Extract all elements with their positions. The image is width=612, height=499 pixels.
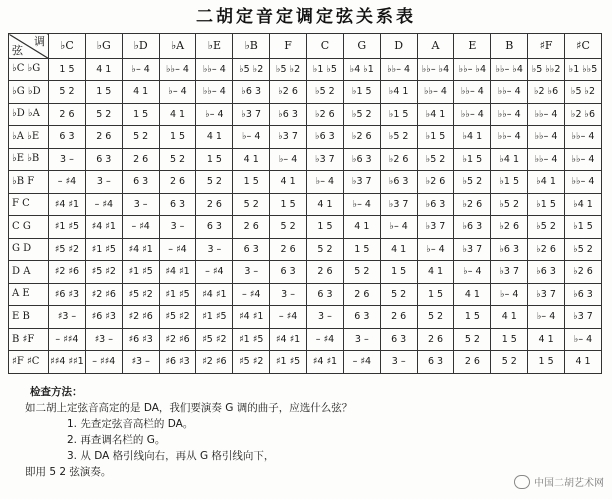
fingering-cell: ♭♭– 4	[159, 58, 196, 81]
string-key-table	[8, 33, 602, 374]
fingering-cell: 5 2	[196, 171, 233, 194]
fingering-cell: 1 5	[417, 283, 454, 306]
fingering-cell: ♭2 6	[528, 238, 565, 261]
fingering-cell: 6 3	[122, 171, 159, 194]
fingering-cell: – ♯4	[196, 261, 233, 284]
fingering-cell: 3 –	[122, 193, 159, 216]
fingering-cell: ♯4 ♯1	[122, 238, 159, 261]
fingering-cell: ♭♭– ♭4	[454, 58, 491, 81]
fingering-cell: 5 2	[380, 283, 417, 306]
fingering-cell: 1 5	[528, 351, 565, 374]
fingering-cell: ♭– 4	[491, 283, 528, 306]
fingering-cell: 3 –	[270, 283, 307, 306]
fingering-cell: 5 2	[454, 328, 491, 351]
fingering-cell: ♯5 ♯2	[49, 238, 86, 261]
fingering-cell: ♭♭– 4	[528, 103, 565, 126]
fingering-cell: ♭♭– 4	[528, 126, 565, 149]
fingering-cell: 6 3	[380, 328, 417, 351]
string-tuning-cell: ♭G ♭D	[9, 81, 49, 104]
wechat-icon	[514, 475, 530, 489]
fingering-cell: ♭– 4	[122, 58, 159, 81]
instructions-heading: 检查方法：	[30, 386, 83, 398]
fingering-cell: ♯5 ♯2	[85, 261, 122, 284]
fingering-cell: ♭6 3	[380, 171, 417, 194]
fingering-cell: ♭2 6	[491, 216, 528, 239]
fingering-cell: 2 6	[196, 193, 233, 216]
key-column-header: C	[307, 34, 344, 59]
fingering-cell: ♭5 2	[307, 81, 344, 104]
fingering-cell: 4 1	[85, 58, 122, 81]
fingering-cell: ♭3 7	[565, 306, 602, 329]
fingering-cell: ♭6 3	[343, 148, 380, 171]
fingering-cell: ♭2 6	[343, 126, 380, 149]
fingering-cell: ♭– 4	[307, 171, 344, 194]
fingering-cell: ♭2 6	[417, 171, 454, 194]
fingering-cell: 6 3	[270, 261, 307, 284]
fingering-cell: 3 –	[85, 171, 122, 194]
fingering-cell: ♯5 ♯2	[196, 328, 233, 351]
fingering-cell: ♯4 ♯1	[159, 261, 196, 284]
fingering-cell: ♯4 ♯1	[196, 283, 233, 306]
table-row	[9, 351, 602, 374]
fingering-cell: – ♯4	[343, 351, 380, 374]
fingering-cell: ♭4 1	[417, 103, 454, 126]
fingering-cell: 2 6	[380, 306, 417, 329]
fingering-cell: ♭– 4	[343, 193, 380, 216]
string-tuning-cell: E B	[9, 306, 49, 329]
fingering-cell: 6 3	[85, 148, 122, 171]
fingering-cell: ♭♭– 4	[528, 148, 565, 171]
fingering-cell: ♭3 7	[454, 238, 491, 261]
header-row	[9, 34, 602, 59]
string-tuning-cell: G D	[9, 238, 49, 261]
table-row	[9, 81, 602, 104]
fingering-cell: ♭3 7	[380, 193, 417, 216]
fingering-cell: 5 2	[159, 148, 196, 171]
fingering-cell: ♭♭– 4	[380, 58, 417, 81]
table-row	[9, 103, 602, 126]
fingering-cell: 1 5	[85, 81, 122, 104]
fingering-cell: ♭♭– 4	[491, 81, 528, 104]
fingering-cell: 6 3	[196, 216, 233, 239]
fingering-cell: ♭3 7	[233, 103, 270, 126]
fingering-cell: ♭1 5	[380, 103, 417, 126]
fingering-cell: ♭1 5	[528, 193, 565, 216]
fingering-cell: ♭– 4	[454, 261, 491, 284]
fingering-cell: ♭6 3	[454, 216, 491, 239]
fingering-cell: 3 –	[196, 238, 233, 261]
fingering-cell: ♯2 ♯6	[49, 261, 86, 284]
fingering-cell: ♭4 1	[565, 193, 602, 216]
string-tuning-cell: A E	[9, 283, 49, 306]
fingering-cell: ♭– 4	[233, 126, 270, 149]
instructions-step-2: 2. 再查调名栏的 G。	[67, 434, 166, 446]
key-column-header: ♯F	[528, 34, 565, 59]
table-row	[9, 238, 602, 261]
fingering-cell: ♯5 ♯2	[233, 351, 270, 374]
key-column-header: E	[454, 34, 491, 59]
table-row	[9, 216, 602, 239]
fingering-cell: ♭4 1	[491, 148, 528, 171]
fingering-cell: 5 2	[85, 103, 122, 126]
table-row	[9, 58, 602, 81]
fingering-cell: ♭♭– 4	[565, 126, 602, 149]
fingering-cell: ♭4 1	[454, 126, 491, 149]
fingering-cell: 2 6	[122, 148, 159, 171]
fingering-cell: ♭4 1	[380, 81, 417, 104]
fingering-cell: – ♯4	[270, 306, 307, 329]
fingering-cell: ♭1 ♭5	[307, 58, 344, 81]
fingering-cell: ♯4 ♯1	[49, 193, 86, 216]
fingering-cell: 4 1	[233, 148, 270, 171]
fingering-cell: – ♯4	[233, 283, 270, 306]
table-row	[9, 193, 602, 216]
fingering-cell: ♭♭– 4	[454, 81, 491, 104]
fingering-cell: ♭♭– 4	[491, 103, 528, 126]
fingering-cell: 1 5	[454, 306, 491, 329]
fingering-cell: 1 5	[49, 58, 86, 81]
key-column-header: G	[343, 34, 380, 59]
fingering-cell: 1 5	[380, 261, 417, 284]
fingering-cell: ♭♭– ♭4	[491, 58, 528, 81]
fingering-cell: 5 2	[122, 126, 159, 149]
watermark	[514, 474, 604, 489]
instructions-answer: 即用 5 2 弦演奏。	[25, 466, 112, 478]
string-tuning-cell: ♭E ♭B	[9, 148, 49, 171]
fingering-cell: ♭5 2	[343, 103, 380, 126]
fingering-cell: ♭– 4	[565, 328, 602, 351]
table-row	[9, 148, 602, 171]
fingering-cell: ♯♯4 ♯♯1	[49, 351, 86, 374]
fingering-cell: 1 5	[233, 171, 270, 194]
string-tuning-cell: C G	[9, 216, 49, 239]
fingering-cell: ♭6 3	[528, 261, 565, 284]
string-tuning-cell: ♭C ♭G	[9, 58, 49, 81]
fingering-cell: ♯3 –	[122, 351, 159, 374]
string-tuning-cell: ♭A ♭E	[9, 126, 49, 149]
fingering-cell: 1 5	[307, 216, 344, 239]
fingering-cell: 4 1	[565, 351, 602, 374]
fingering-cell: ♭5 2	[454, 171, 491, 194]
fingering-cell: ♭– 4	[380, 216, 417, 239]
fingering-cell: 2 6	[233, 216, 270, 239]
fingering-cell: 5 2	[417, 306, 454, 329]
fingering-cell: 3 –	[380, 351, 417, 374]
fingering-cell: 4 1	[122, 81, 159, 104]
fingering-cell: ♭3 7	[270, 126, 307, 149]
fingering-cell: ♯2 ♯6	[122, 306, 159, 329]
fingering-cell: 2 6	[49, 103, 86, 126]
fingering-cell: – ♯4	[122, 216, 159, 239]
fingering-cell: 1 5	[122, 103, 159, 126]
key-column-header: ♭D	[122, 34, 159, 59]
fingering-cell: ♭1 5	[417, 126, 454, 149]
fingering-cell: ♯2 ♯6	[85, 283, 122, 306]
fingering-cell: 1 5	[343, 238, 380, 261]
fingering-cell: ♭1 5	[343, 81, 380, 104]
fingering-cell: ♭3 7	[343, 171, 380, 194]
fingering-cell: 2 6	[270, 238, 307, 261]
fingering-cell: – ♯4	[307, 328, 344, 351]
fingering-cell: ♯6 ♯3	[122, 328, 159, 351]
fingering-cell: ♭♭– 4	[454, 103, 491, 126]
string-tuning-cell: ♯F ♯C	[9, 351, 49, 374]
fingering-cell: 5 2	[491, 351, 528, 374]
fingering-cell: ♭5 ♭2	[565, 81, 602, 104]
fingering-cell: ♭– 4	[159, 81, 196, 104]
fingering-cell: 1 5	[196, 148, 233, 171]
key-column-header: A	[417, 34, 454, 59]
fingering-cell: ♭6 3	[307, 126, 344, 149]
fingering-cell: ♯3 –	[49, 306, 86, 329]
key-column-header: ♭B	[233, 34, 270, 59]
table-row	[9, 283, 602, 306]
fingering-cell: 1 5	[491, 328, 528, 351]
key-column-header: D	[380, 34, 417, 59]
key-column-header: ♭A	[159, 34, 196, 59]
fingering-cell: 4 1	[307, 193, 344, 216]
fingering-cell: ♭1 ♭♭5	[565, 58, 602, 81]
instructions	[25, 384, 605, 480]
fingering-cell: ♭5 2	[380, 126, 417, 149]
fingering-cell: ♭♭– 4	[196, 81, 233, 104]
key-column-header: ♯C	[565, 34, 602, 59]
fingering-cell: ♭5 ♭2	[270, 58, 307, 81]
fingering-cell: ♭5 2	[417, 148, 454, 171]
fingering-cell: 4 1	[417, 261, 454, 284]
page-title: 二胡定音定调定弦关系表	[196, 7, 416, 27]
fingering-cell: ♭1 5	[565, 216, 602, 239]
fingering-cell: ♭5 2	[565, 238, 602, 261]
fingering-cell: 3 –	[49, 148, 86, 171]
fingering-cell: 4 1	[454, 283, 491, 306]
fingering-cell: ♯4 ♯1	[85, 216, 122, 239]
fingering-cell: 1 5	[270, 193, 307, 216]
fingering-cell: ♯1 ♯5	[159, 283, 196, 306]
fingering-cell: 5 2	[233, 193, 270, 216]
fingering-cell: ♭– 4	[196, 103, 233, 126]
fingering-cell: 2 6	[85, 126, 122, 149]
fingering-cell: ♭3 7	[307, 148, 344, 171]
fingering-cell: 4 1	[380, 238, 417, 261]
fingering-cell: ♭5 ♭2	[233, 58, 270, 81]
fingering-cell: ♭2 6	[454, 193, 491, 216]
fingering-cell: – ♯♯4	[85, 351, 122, 374]
fingering-cell: ♭4 1	[528, 171, 565, 194]
fingering-cell: ♭– 4	[417, 238, 454, 261]
fingering-cell: 4 1	[196, 126, 233, 149]
fingering-cell: 2 6	[159, 171, 196, 194]
fingering-cell: ♯3 –	[85, 328, 122, 351]
fingering-cell: 4 1	[491, 306, 528, 329]
fingering-cell: ♭♭– 4	[417, 81, 454, 104]
fingering-cell: ♭6 3	[270, 103, 307, 126]
fingering-cell: 2 6	[417, 328, 454, 351]
fingering-cell: ♯5 ♯2	[122, 283, 159, 306]
fingering-cell: 6 3	[417, 351, 454, 374]
fingering-cell: ♭6 3	[417, 193, 454, 216]
fingering-cell: ♯6 ♯3	[159, 351, 196, 374]
fingering-cell: 5 2	[270, 216, 307, 239]
instructions-step-3: 3. 从 DA 格引线向右，再从 G 格引线向下，	[67, 450, 275, 462]
fingering-cell: 3 –	[159, 216, 196, 239]
string-tuning-cell: F C	[9, 193, 49, 216]
fingering-cell: 5 2	[307, 238, 344, 261]
fingering-cell: ♯2 ♯6	[196, 351, 233, 374]
string-tuning-cell: B ♯F	[9, 328, 49, 351]
fingering-cell: ♭3 7	[417, 216, 454, 239]
fingering-cell: ♭3 7	[528, 283, 565, 306]
fingering-cell: 4 1	[270, 171, 307, 194]
fingering-cell: ♯6 ♯3	[85, 306, 122, 329]
fingering-cell: – ♯♯4	[49, 328, 86, 351]
fingering-cell: – ♯4	[49, 171, 86, 194]
fingering-cell: ♭2 6	[380, 148, 417, 171]
fingering-cell: ♯1 ♯5	[270, 351, 307, 374]
key-column-header: ♭C	[49, 34, 86, 59]
instructions-step-1: 1. 先查定弦音高栏的 DA。	[67, 418, 194, 430]
watermark-text: 中国二胡艺术网	[534, 478, 604, 489]
fingering-cell: 3 –	[233, 261, 270, 284]
fingering-cell: 4 1	[528, 328, 565, 351]
fingering-cell: ♭5 ♭♭2	[528, 58, 565, 81]
fingering-cell: ♭5 2	[491, 193, 528, 216]
fingering-cell: ♭1 5	[454, 148, 491, 171]
fingering-cell: ♭2 6	[307, 103, 344, 126]
fingering-cell: ♭4 ♭1	[343, 58, 380, 81]
fingering-cell: 2 6	[307, 261, 344, 284]
fingering-cell: ♯1 ♯5	[122, 261, 159, 284]
fingering-cell: ♭1 5	[491, 171, 528, 194]
fingering-cell: ♭5 2	[528, 216, 565, 239]
instructions-question: 如二胡上定弦音高定的是 DA，我们要演奏 G 调的曲子，应选什么弦？	[25, 402, 353, 414]
fingering-cell: 4 1	[159, 103, 196, 126]
fingering-cell: ♭6 3	[565, 283, 602, 306]
fingering-cell: ♯4 ♯1	[270, 328, 307, 351]
fingering-cell: 2 6	[454, 351, 491, 374]
fingering-cell: ♭♭– 4	[565, 148, 602, 171]
fingering-cell: – ♯4	[85, 193, 122, 216]
fingering-cell: 6 3	[159, 193, 196, 216]
fingering-cell: ♭♭– 4	[196, 58, 233, 81]
fingering-cell: ♭– 4	[528, 306, 565, 329]
fingering-cell: 6 3	[233, 238, 270, 261]
fingering-cell: ♭– 4	[270, 148, 307, 171]
fingering-cell: 6 3	[343, 306, 380, 329]
fingering-cell: ♭♭– 4	[491, 126, 528, 149]
fingering-cell: ♭6 3	[491, 238, 528, 261]
fingering-cell: 5 2	[49, 81, 86, 104]
fingering-cell: ♯5 ♯2	[159, 306, 196, 329]
fingering-cell: – ♯4	[159, 238, 196, 261]
fingering-cell: ♭2 ♭6	[528, 81, 565, 104]
fingering-cell: ♭6 3	[233, 81, 270, 104]
fingering-cell: ♭2 ♭6	[565, 103, 602, 126]
fingering-cell: ♯4 ♯1	[233, 306, 270, 329]
fingering-cell: 4 1	[343, 216, 380, 239]
key-column-header: ♭E	[196, 34, 233, 59]
table-row	[9, 171, 602, 194]
key-column-header: B	[491, 34, 528, 59]
key-column-header: F	[270, 34, 307, 59]
fingering-cell: ♯1 ♯5	[196, 306, 233, 329]
fingering-cell: ♯1 ♯5	[85, 238, 122, 261]
fingering-cell: ♭3 7	[491, 261, 528, 284]
fingering-cell: ♯2 ♯6	[159, 328, 196, 351]
fingering-cell: ♭2 6	[565, 261, 602, 284]
table-row	[9, 328, 602, 351]
corner-string-label: 弦	[12, 43, 23, 57]
string-tuning-cell: ♭B F	[9, 171, 49, 194]
fingering-cell: ♭♭– 4	[565, 171, 602, 194]
fingering-cell: 3 –	[343, 328, 380, 351]
fingering-cell: ♯1 ♯5	[233, 328, 270, 351]
fingering-cell: ♭2 6	[270, 81, 307, 104]
corner-cell	[9, 34, 49, 59]
fingering-cell: 3 –	[307, 306, 344, 329]
fingering-cell: 2 6	[343, 283, 380, 306]
key-column-header: ♭G	[85, 34, 122, 59]
fingering-cell: 6 3	[307, 283, 344, 306]
fingering-cell: ♯4 ♯1	[307, 351, 344, 374]
fingering-cell: 6 3	[49, 126, 86, 149]
string-tuning-cell: D A	[9, 261, 49, 284]
table-row	[9, 306, 602, 329]
fingering-cell: ♯6 ♯3	[49, 283, 86, 306]
corner-key-label: 调	[34, 35, 45, 48]
table-row	[9, 261, 602, 284]
table-row	[9, 126, 602, 149]
fingering-cell: 5 2	[343, 261, 380, 284]
string-tuning-cell: ♭D ♭A	[9, 103, 49, 126]
fingering-cell: ♯1 ♯5	[49, 216, 86, 239]
fingering-cell: 1 5	[159, 126, 196, 149]
fingering-cell: ♭♭– ♭4	[417, 58, 454, 81]
